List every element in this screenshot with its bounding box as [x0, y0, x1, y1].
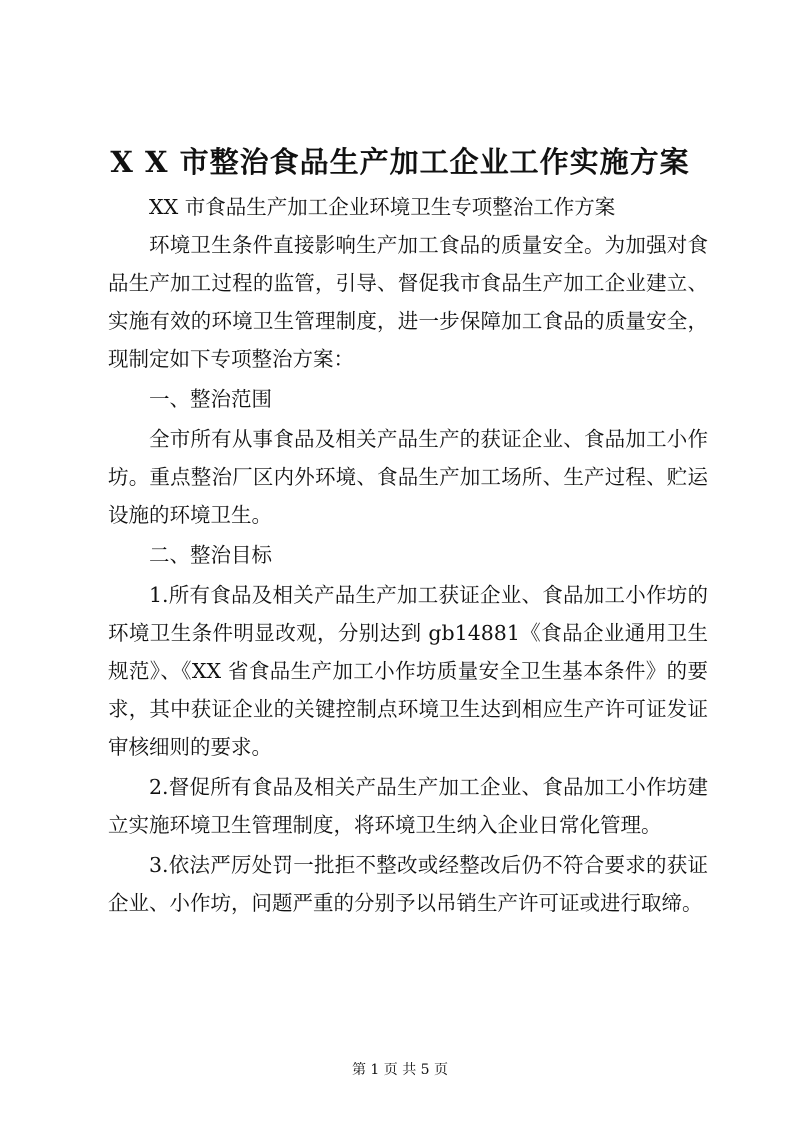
section-heading-scope: 一、整治范围	[149, 387, 272, 411]
document-title: X X 市整治食品生产加工企业工作实施方案	[110, 145, 690, 179]
document-body	[108, 188, 708, 922]
goal-item-3: 3.依法严厉处罚一批拒不整改或经整改后仍不符合要求的获证企业、小作坊，问题严重的分别予以吊销生产许可证或进行取缔。	[108, 853, 708, 915]
scope-paragraph: 全市所有从事食品及相关产品生产的获证企业、食品加工小作坊。重点整治厂区内外环境、食品生产加工场所、生产过程、贮运设施的环境卫生。	[108, 427, 708, 527]
goal-item-2: 2.督促所有食品及相关产品生产加工企业、食品加工小作坊建立实施环境卫生管理制度，将环境卫生纳入企业日常化管理。	[108, 775, 708, 837]
goal-item-1: 1.所有食品及相关产品生产加工获证企业、食品加工小作坊的环境卫生条件明显改观，分别达到 gb14881《食品企业通用卫生规范》、《XX 省食品生产加工小作坊质量安全卫生基本条件》的要求，其中获证企业的关键控制点环境卫生达到相应生产许可证发证审核细则的要求。	[108, 583, 708, 759]
intro-paragraph: 环境卫生条件直接影响生产加工食品的质量安全。为加强对食品生产加工过程的监管，引导、督促我市食品生产加工企业建立、实施有效的环境卫生管理制度，进一步保障加工食品的质量安全，现制定如下专项整治方案：	[108, 233, 708, 371]
section-heading-goals: 二、整治目标	[149, 543, 272, 567]
subtitle-paragraph: XX 市食品生产加工企业环境卫生专项整治工作方案	[149, 195, 616, 219]
page-footer: 第 1 页 共 5 页	[351, 1062, 449, 1078]
